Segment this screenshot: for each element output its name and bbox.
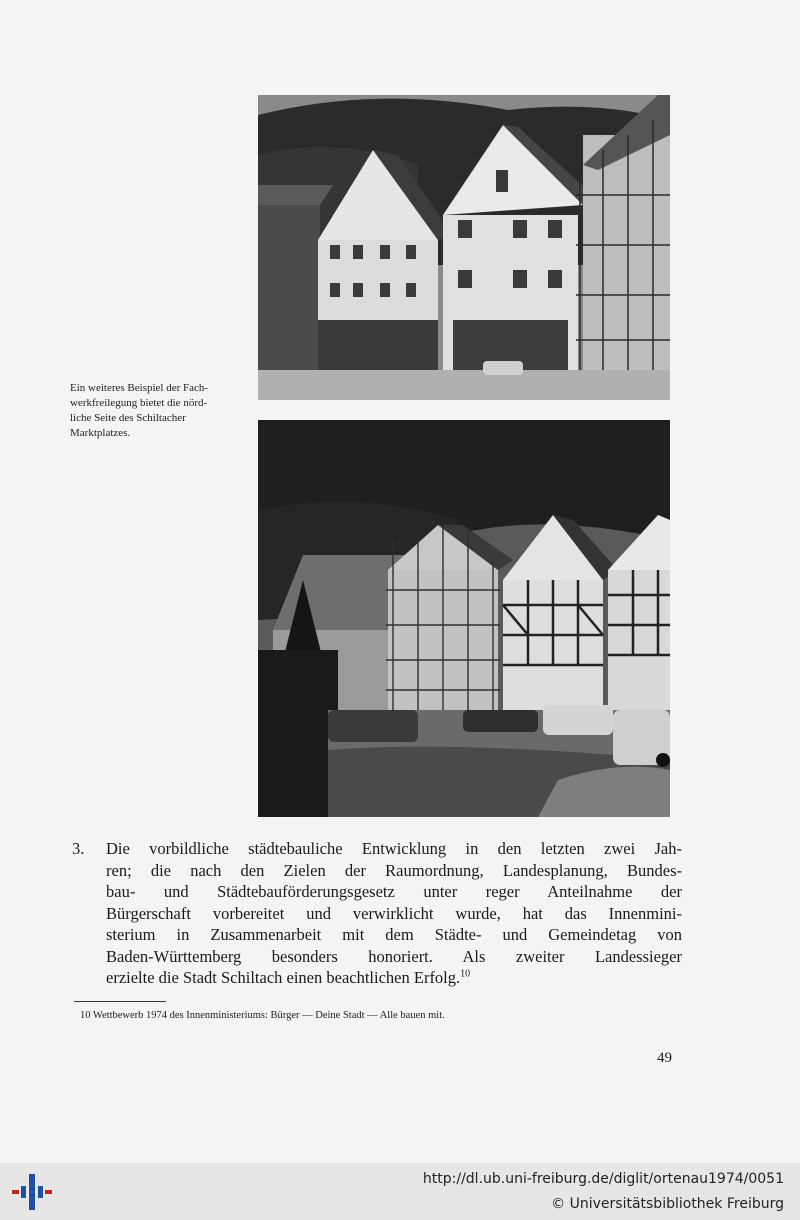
paragraph-line: ren; die nach den Zielen der Raumordnung, Landesplanung, Bundes-: [106, 860, 682, 880]
paragraph-text: [106, 838, 682, 989]
photo-caption: [70, 381, 240, 441]
paragraph-line-last: [106, 967, 682, 989]
item-number: 3.: [72, 839, 85, 858]
footnote: 10 Wettbewerb 1974 des Innenministeriums: Bürger — Deine Stadt — Alle bauen mit.: [80, 1010, 445, 1021]
paragraph-line: sterium in Zusammenarbeit mit dem Städte- und Gemeindetag von: [106, 925, 682, 944]
paragraph-line: Baden-Württemberg besonders honoriert. Als zweiter Landessieger: [106, 946, 682, 966]
caption-line: werkfreilegung bietet die nörd-: [70, 397, 208, 409]
photo-market-square-north-side: [258, 95, 670, 400]
caption-line: Marktplatzes.: [70, 427, 131, 439]
paragraph-line: bau- und Städtebauförderungsgesetz unter reger Anteilnahme der: [106, 882, 682, 901]
caption-line: liche Seite des Schiltacher: [70, 412, 186, 424]
paragraph-line: Die vorbildliche städtebauliche Entwicklung in den letzten zwei Jah-: [106, 839, 682, 858]
caption-line: Ein weiteres Beispiel der Fach-: [70, 382, 209, 394]
footer-bar: [0, 1163, 800, 1220]
paragraph-line: erzielte die Stadt Schiltach einen beachtlichen Erfolg.: [106, 968, 461, 987]
source-url-link[interactable]: http://dl.ub.uni-freiburg.de/diglit/ortenau1974/0051: [422, 1171, 784, 1187]
photo-half-timbered-houses: [258, 420, 670, 817]
library-logo-icon: [12, 1172, 52, 1212]
copyright-notice: © Universitätsbibliothek Freiburg: [551, 1196, 784, 1212]
footnote-divider: [74, 1001, 166, 1002]
page-number: 49: [657, 1050, 672, 1066]
footnote-reference[interactable]: 10: [460, 968, 471, 980]
paragraph-line: Bürgerschaft vorbereitet und verwirklicht wurde, hat das Innenmini-: [106, 903, 682, 923]
